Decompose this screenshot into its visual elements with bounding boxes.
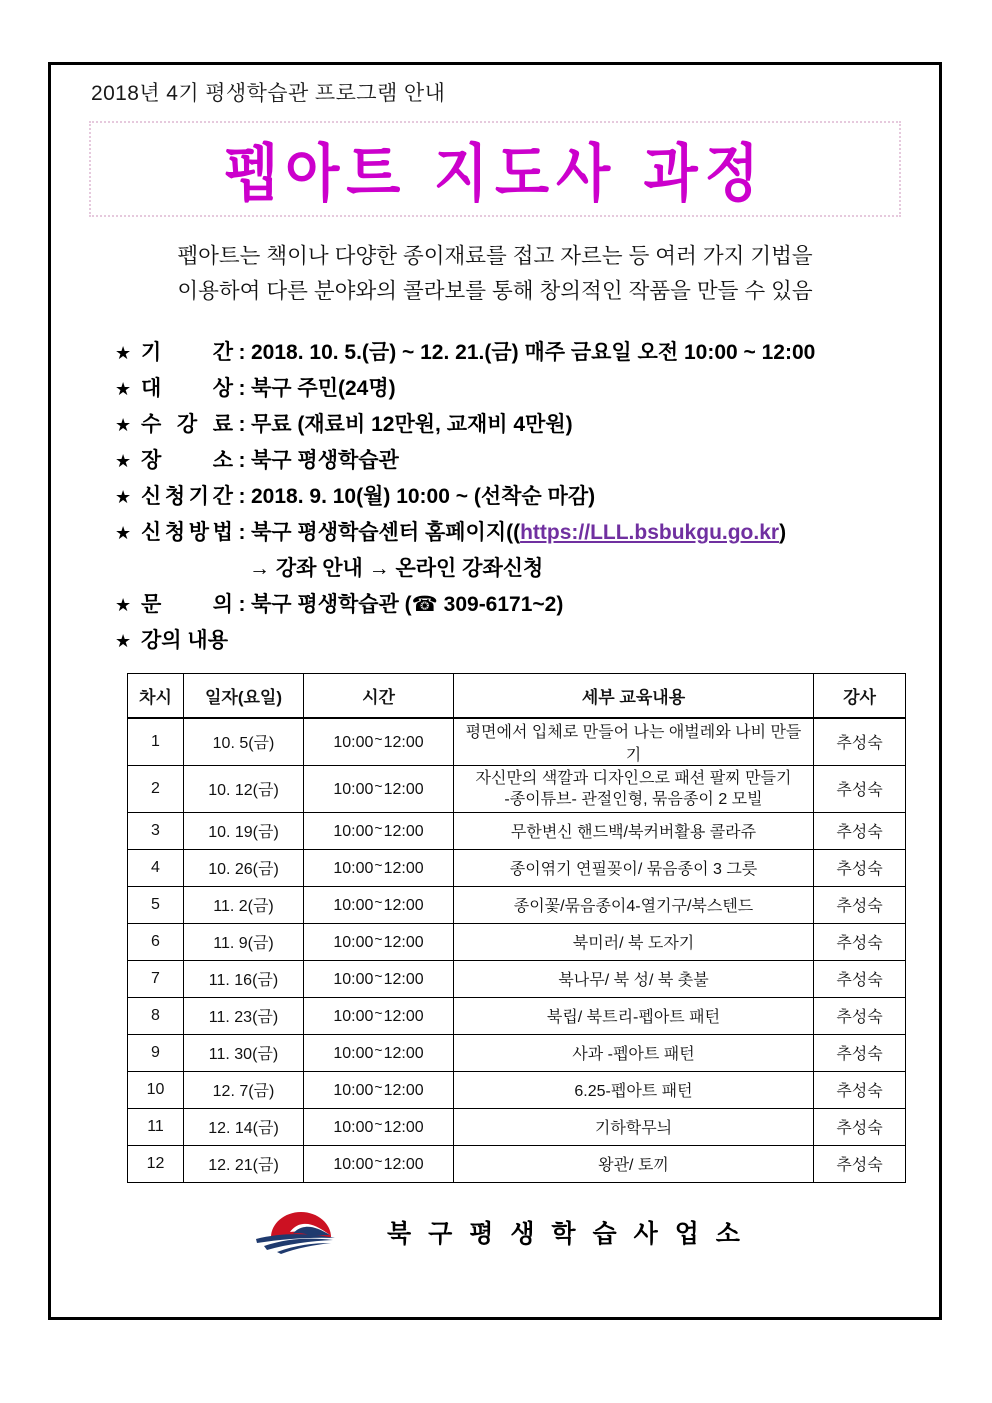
cell-no: 4 [128, 849, 184, 886]
info-colon: : [238, 485, 246, 508]
schedule-table-body [128, 718, 906, 1183]
cell-no: 2 [128, 765, 184, 812]
cell-teacher: 추성숙 [814, 886, 906, 923]
info-value-fee: 무료 (재료비 12만원, 교재비 4만원) [251, 413, 573, 436]
info-value-apply-period: 2018. 9. 10(월) 10:00 ~ (선착순 마감) [251, 485, 596, 508]
info-item-contact [115, 587, 921, 623]
cell-date: 12. 7(금) [184, 1071, 304, 1108]
title-box [89, 121, 901, 217]
table-row [128, 812, 906, 849]
cell-no: 6 [128, 923, 184, 960]
program-description [103, 239, 887, 309]
star-icon: ★ [115, 523, 132, 543]
info-colon: : [238, 341, 246, 364]
cell-teacher: 추성숙 [814, 849, 906, 886]
table-row [128, 923, 906, 960]
cell-teacher: 추성숙 [814, 718, 906, 766]
info-apply-path: → 강좌 안내 → 온라인 강좌신청 [249, 557, 544, 580]
schedule-table-wrap [127, 673, 905, 1183]
info-value-period: 2018. 10. 5.(금) ~ 12. 21.(금) 매주 금요일 오전 10:00 ~ 12:00 [251, 341, 816, 364]
info-colon: : [238, 413, 246, 436]
cell-time: 10:00~12:00 [304, 765, 454, 812]
cell-teacher: 추성숙 [814, 997, 906, 1034]
cell-time: 10:00~12:00 [304, 1034, 454, 1071]
info-item-place [115, 443, 921, 479]
cell-no: 5 [128, 886, 184, 923]
column-header-date: 일자(요일) [184, 674, 304, 718]
info-item-period [115, 335, 921, 371]
cell-detail: 왕관/ 토끼 [454, 1145, 814, 1182]
cell-detail: 평면에서 입체로 만들어 나는 애벌레와 나비 만들기 [454, 718, 814, 766]
cell-date: 11. 2(금) [184, 886, 304, 923]
cell-time: 10:00~12:00 [304, 997, 454, 1034]
info-item-audience [115, 371, 921, 407]
table-row [128, 1145, 906, 1182]
apply-method-prefix: 북구 평생학습센터 홈페이지(( [251, 521, 521, 544]
description-line-2: 이용하여 다른 분야와의 콜라보를 통해 창의적인 작품을 만들 수 있음 [177, 279, 813, 303]
page-content [51, 65, 939, 1317]
info-label-apply-method: 신 청 방 법 [141, 521, 233, 544]
page-border [48, 62, 942, 1320]
cell-date: 12. 21(금) [184, 1145, 304, 1182]
info-label-period: 기 간 [141, 341, 233, 364]
cell-date: 11. 16(금) [184, 960, 304, 997]
info-item-apply-method [115, 515, 921, 551]
cell-detail: 북립/ 북트리-펩아트 패턴 [454, 997, 814, 1034]
info-value-place: 북구 평생학습관 [251, 449, 399, 472]
star-icon: ★ [115, 343, 132, 363]
column-header-time: 시간 [304, 674, 454, 718]
info-colon: : [238, 449, 246, 472]
description-line-1: 펩아트는 책이나 다양한 종이재료를 접고 자르는 등 여러 가지 기법을 [177, 244, 813, 268]
column-header-detail: 세부 교육내용 [454, 674, 814, 718]
cell-date: 11. 30(금) [184, 1034, 304, 1071]
document-header: 2018년 4기 평생학습관 프로그램 안내 [91, 82, 446, 105]
cell-time: 10:00~12:00 [304, 1108, 454, 1145]
star-icon: ★ [115, 595, 132, 615]
cell-detail: 종이엮기 연필꽂이/ 묶음종이 3 그릇 [454, 849, 814, 886]
table-header-row [128, 674, 906, 718]
cell-teacher: 추성숙 [814, 1034, 906, 1071]
cell-time: 10:00~12:00 [304, 849, 454, 886]
page-title: 펩아트 지도사 과정 [224, 137, 766, 211]
star-icon: ★ [115, 379, 132, 399]
table-row [128, 765, 906, 812]
info-label-contact: 문 의 [141, 593, 233, 616]
info-colon: : [238, 377, 246, 400]
table-row [128, 1071, 906, 1108]
cell-teacher: 추성숙 [814, 812, 906, 849]
star-icon: ★ [115, 487, 132, 507]
info-value-apply-method [251, 515, 786, 551]
cell-date: 10. 19(금) [184, 812, 304, 849]
cell-detail: 북나무/ 북 성/ 북 촛불 [454, 960, 814, 997]
table-row [128, 1034, 906, 1071]
table-row [128, 960, 906, 997]
cell-date: 12. 14(금) [184, 1108, 304, 1145]
cell-no: 10 [128, 1071, 184, 1108]
table-row [128, 886, 906, 923]
cell-date: 11. 9(금) [184, 923, 304, 960]
cell-time: 10:00~12:00 [304, 1071, 454, 1108]
info-colon: : [238, 593, 246, 616]
program-info-list [115, 335, 921, 659]
cell-date: 11. 23(금) [184, 997, 304, 1034]
cell-no: 7 [128, 960, 184, 997]
apply-method-suffix: ) [779, 521, 787, 544]
cell-time: 10:00~12:00 [304, 886, 454, 923]
info-item-fee [115, 407, 921, 443]
cell-no: 3 [128, 812, 184, 849]
info-value-contact: 북구 평생학습관 (☎ 309-6171~2) [251, 593, 564, 616]
cell-teacher: 추성숙 [814, 923, 906, 960]
schedule-table [127, 673, 906, 1183]
star-icon: ★ [115, 415, 132, 435]
cell-detail: 무한변신 핸드백/북커버활용 콜라쥬 [454, 812, 814, 849]
star-icon: ★ [115, 451, 132, 471]
column-header-no: 차시 [128, 674, 184, 718]
cell-detail: 6.25-펩아트 패턴 [454, 1071, 814, 1108]
info-value-audience: 북구 주민(24명) [251, 377, 396, 400]
info-label-place: 장 소 [141, 449, 233, 472]
cell-teacher: 추성숙 [814, 1108, 906, 1145]
bukgu-logo-icon [255, 1209, 347, 1255]
curriculum-heading [115, 623, 921, 659]
cell-teacher: 추성숙 [814, 1145, 906, 1182]
info-label-audience: 대 상 [141, 377, 233, 400]
cell-detail: 종이꽃/묶음종이4-열기구/북스텐드 [454, 886, 814, 923]
cell-detail: 사과 -펩아트 패턴 [454, 1034, 814, 1071]
table-row [128, 849, 906, 886]
cell-teacher: 추성숙 [814, 1071, 906, 1108]
star-icon: ★ [115, 631, 132, 651]
table-row [128, 997, 906, 1034]
cell-date: 10. 12(금) [184, 765, 304, 812]
cell-time: 10:00~12:00 [304, 812, 454, 849]
cell-detail: 기하학무늬 [454, 1108, 814, 1145]
cell-date: 10. 5(금) [184, 718, 304, 766]
table-row [128, 1108, 906, 1145]
cell-teacher: 추성숙 [814, 960, 906, 997]
cell-time: 10:00~12:00 [304, 1145, 454, 1182]
cell-time: 10:00~12:00 [304, 718, 454, 766]
info-colon: : [238, 521, 246, 544]
footer-organization: 북 구 평 생 학 습 사 업 소 [387, 1219, 745, 1248]
cell-date: 10. 26(금) [184, 849, 304, 886]
cell-no: 9 [128, 1034, 184, 1071]
homepage-link[interactable]: https://LLL.bsbukgu.go.kr [520, 521, 780, 544]
info-item-apply-period [115, 479, 921, 515]
cell-no: 11 [128, 1108, 184, 1145]
info-label-apply-period: 신 청 기 간 [141, 485, 233, 508]
cell-detail: 자신만의 색깔과 디자인으로 패션 팔찌 만들기 -종이튜브- 관절인형, 묶음종이 2 모빌 [454, 765, 814, 812]
curriculum-heading-label: 강의 내용 [141, 629, 228, 652]
info-label-fee: 수 강 료 [141, 413, 233, 436]
cell-time: 10:00~12:00 [304, 960, 454, 997]
table-row [128, 718, 906, 766]
cell-no: 8 [128, 997, 184, 1034]
footer [69, 1209, 921, 1255]
cell-time: 10:00~12:00 [304, 923, 454, 960]
cell-no: 1 [128, 718, 184, 766]
cell-detail: 북미러/ 북 도자기 [454, 923, 814, 960]
cell-no: 12 [128, 1145, 184, 1182]
column-header-teacher: 강사 [814, 674, 906, 718]
cell-teacher: 추성숙 [814, 765, 906, 812]
